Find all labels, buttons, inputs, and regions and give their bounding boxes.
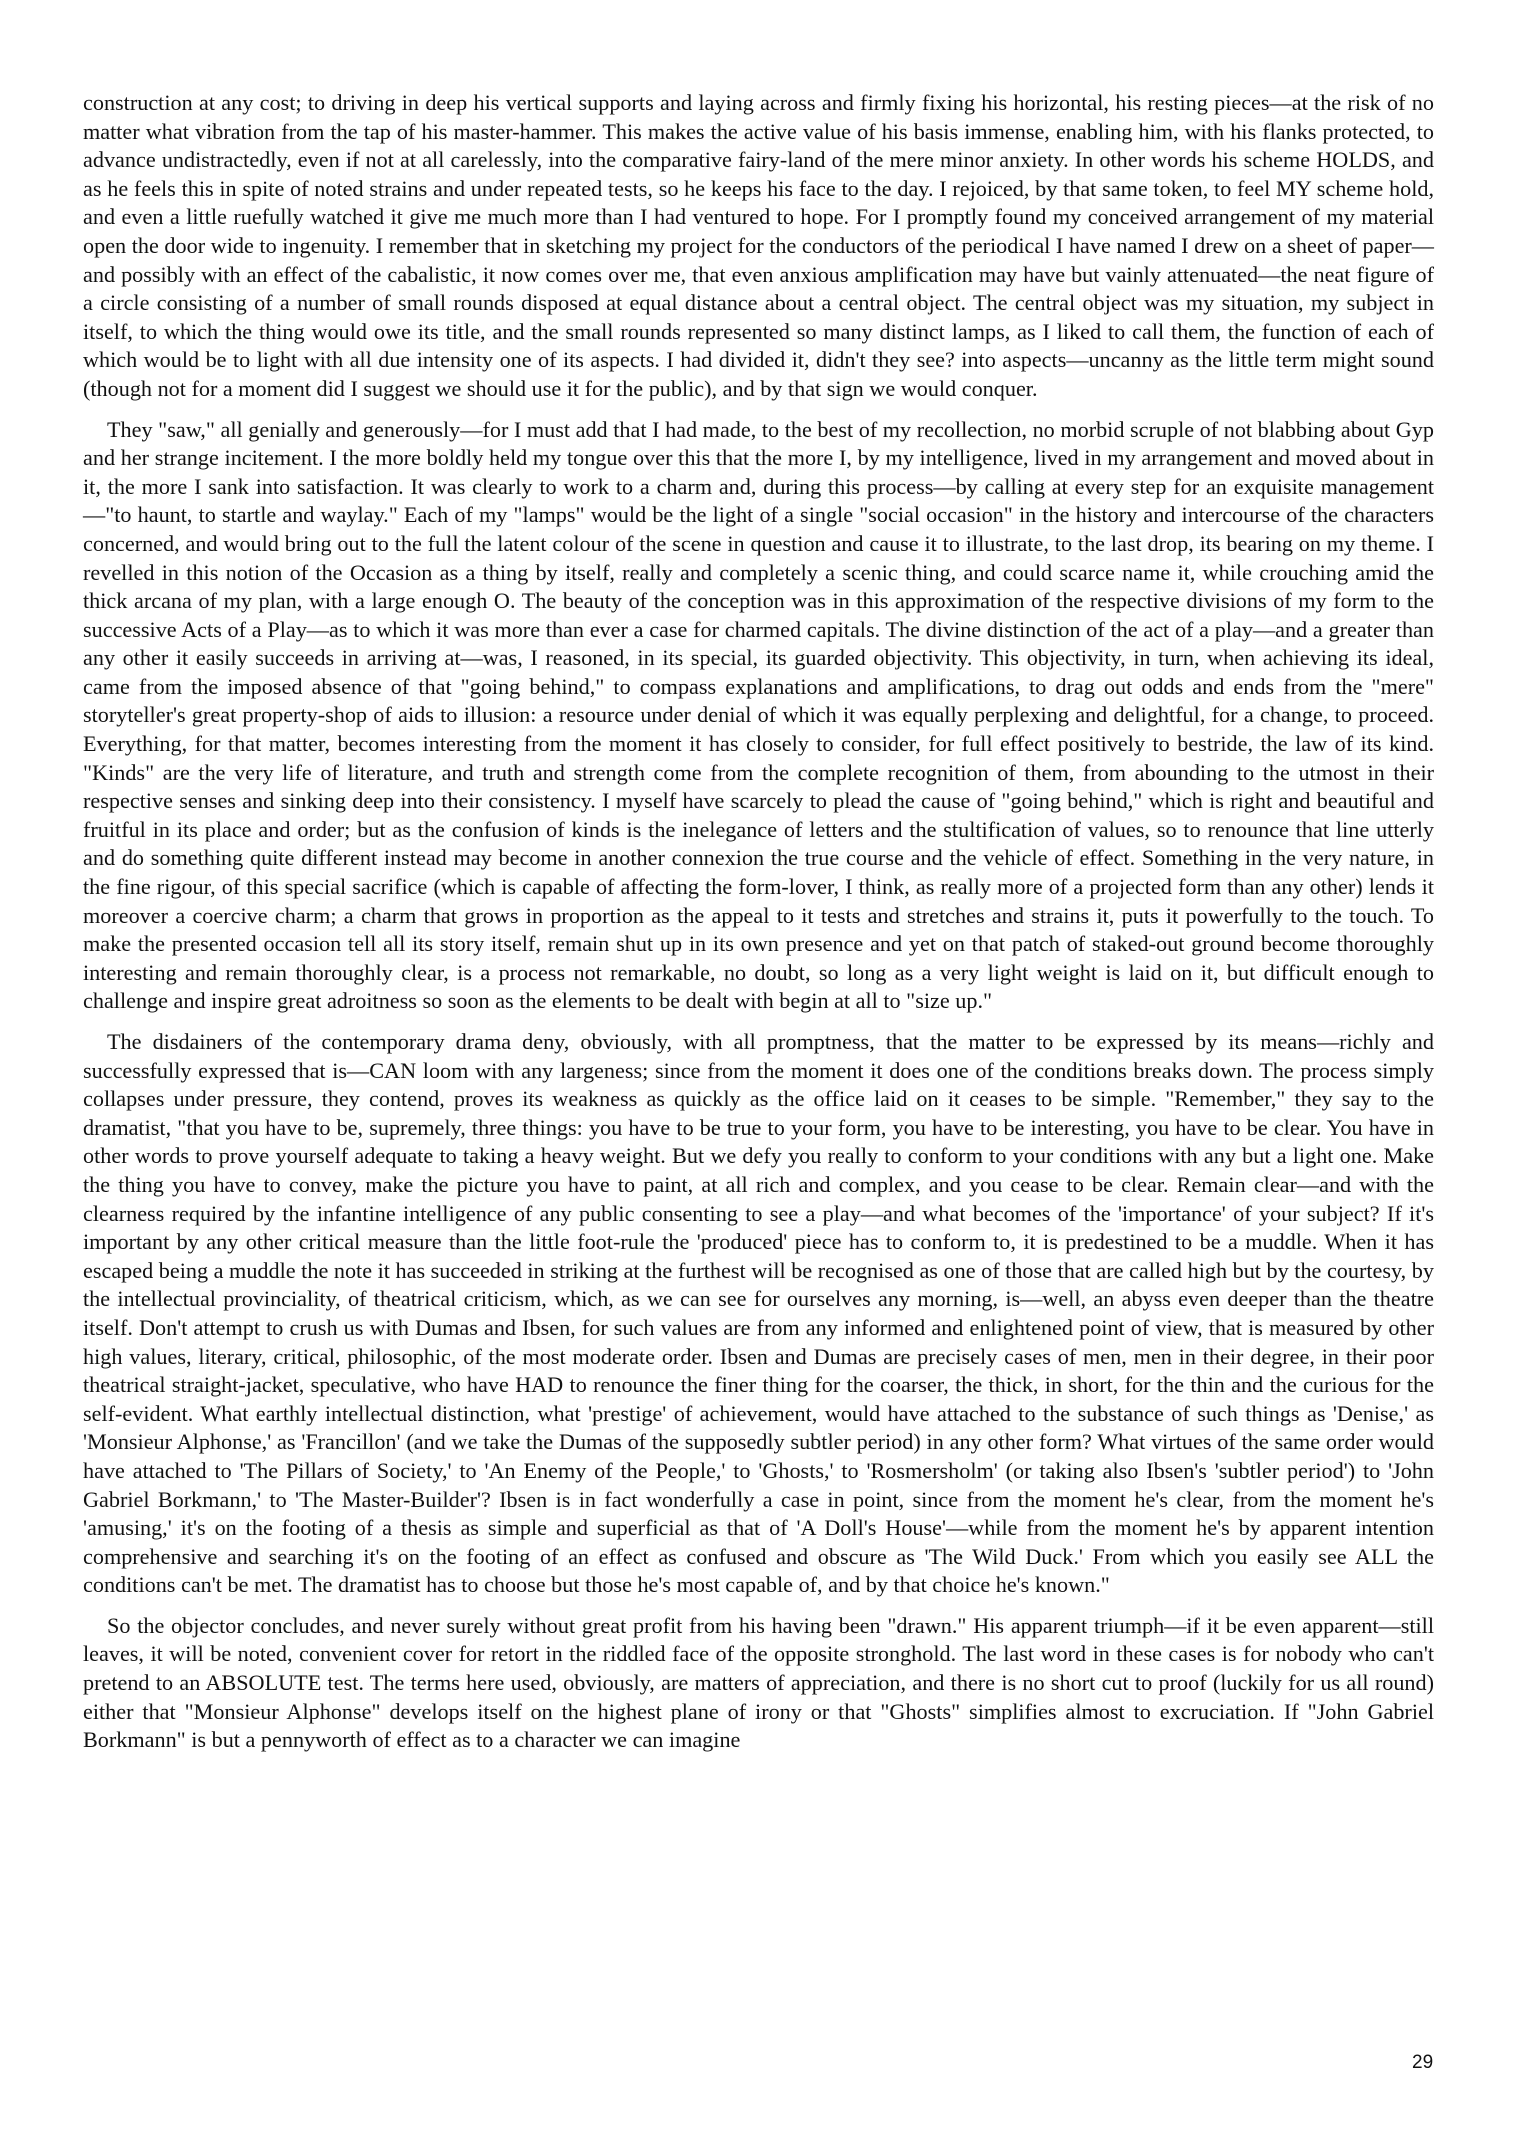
paragraph-4: So the objector concludes, and never surely without great profit from his having been "drawn." His apparent triumph—if it be even apparent—still leaves, it will be noted, convenient cover for retort in the riddled face of the opposite stronghold. The last word in these cases is for nobody who can't pretend to an ABSOLUTE test. The terms here used, obviously, are matters of appreciation, and there is no short cut to proof (luckily for us all round) either that "Monsieur Alphonse" develops itself on the highest plane of irony or that "Ghosts" simplifies almost to excruciation. If "John Gabriel Borkmann" is but a pennyworth of effect as to a character we can imagine <box>83 1612 1434 1753</box>
paragraph-1: construction at any cost; to driving in deep his vertical supports and laying across and firmly fixing his horizontal, his resting pieces—at the risk of no matter what vibration from the tap of his master-hammer. This makes the active value of his basis immense, enabling him, with his flanks protected, to advance undistractedly, even if not at all carelessly, into the comparative fairy-land of the mere minor anxiety. In other words his scheme HOLDS, and as he feels this in spite of noted strains and under repeated tests, so he keeps his face to the day. I rejoiced, by that same token, to feel MY scheme hold, and even a little ruefully watched it give me much more than I had ventured to hope. For I promptly found my conceived arrangement of my material open the door wide to ingenuity. I remember that in sketching my project for the conductors of the periodical I have named I drew on a sheet of paper—and possibly with an effect of the cabalistic, it now comes over me, that even anxious amplification may have but vainly attenuated—the neat figure of a circle consisting of a number of small rounds disposed at equal distance about a central object. The central object was my situation, my subject in itself, to which the thing would owe its title, and the small rounds represented so many distinct lamps, as I liked to call them, the function of each of which would be to light with all due intensity one of its aspects. I had divided it, didn't they see? into aspects—uncanny as the little term might sound (though not for a moment did I suggest we should use it for the public), and by that sign we would conquer. <box>83 90 1434 401</box>
page-number: 29 <box>1412 2052 1434 2073</box>
page-body <box>83 89 1434 1767</box>
paragraph-3: The disdainers of the contemporary drama deny, obviously, with all promptness, that the matter to be expressed by its means—richly and successfully expressed that is—CAN loom with any largeness; since from the moment it does one of the conditions breaks down. The process simply collapses under pressure, they contend, proves its weakness as quickly as the office laid on it ceases to be simple. "Remember," they say to the dramatist, "that you have to be, supremely, three things: you have to be true to your form, you have to be interesting, you have to be clear. You have in other words to prove yourself adequate to taking a heavy weight. But we defy you really to conform to your conditions with any but a light one. Make the thing you have to convey, make the picture you have to paint, at all rich and complex, and you cease to be clear. Remain clear—and with the clearness required by the infantine intelligence of any public consenting to see a play—and what becomes of the 'importance' of your subject? If it's important by any other critical measure than the little foot-rule the 'produced' piece has to conform to, it is predestined to be a muddle. When it has escaped being a muddle the note it has succeeded in striking at the furthest will be recognised as one of those that are called high but by the courtesy, by the intellectual provinciality, of theatrical criticism, which, as we can see for ourselves any morning, is—well, an abyss even deeper than the theatre itself. Don't attempt to crush us with Dumas and Ibsen, for such values are from any informed and enlightened point of view, that is measured by other high values, literary, critical, philosophic, of the most moderate order. Ibsen and Dumas are precisely cases of men, men in their degree, in their poor theatrical straight-jacket, speculative, who have HAD to renounce the finer thing for the coarser, the thick, in short, for the thin and the curious for the self-evident. What earthly intellectual distinction, what 'prestige' of achievement, would have attached to the substance of such things as 'Denise,' as 'Monsieur Alphonse,' as 'Francillon' (and we take the Dumas of the supposedly subtler period) in any other form? What virtues of the same order would have attached to 'The Pillars of Society,' to 'An Enemy of the People,' to 'Ghosts,' to 'Rosmersholm' (or taking also Ibsen's 'subtler period') to 'John Gabriel Borkmann,' to 'The Master-Builder'? Ibsen is in fact wonderfully a case in point, since from the moment he's clear, from the moment he's 'amusing,' it's on the footing of a thesis as simple and superficial as that of 'A Doll's House'—while from the moment he's by apparent intention comprehensive and searching it's on the footing of an effect as confused and obscure as 'The Wild Duck.' From which you easily see ALL the conditions can't be met. The dramatist has to choose but those he's most capable of, and by that choice he's known." <box>83 1029 1434 1598</box>
paragraph-2: They "saw," all genially and generously—for I must add that I had made, to the best of my recollection, no morbid scruple of not blabbing about Gyp and her strange incitement. I the more boldly held my tongue over this that the more I, by my intelligence, lived in my arrangement and moved about in it, the more I sank into satisfaction. It was clearly to work to a charm and, during this process—by calling at every step for an exquisite management—"to haunt, to startle and waylay." Each of my "lamps" would be the light of a single "social occasion" in the history and intercourse of the characters concerned, and would bring out to the full the latent colour of the scene in question and cause it to illustrate, to the last drop, its bearing on my theme. I revelled in this notion of the Occasion as a thing by itself, really and completely a scenic thing, and could scarce name it, while crouching amid the thick arcana of my plan, with a large enough O. The beauty of the conception was in this approximation of the respective divisions of my form to the successive Acts of a Play—as to which it was more than ever a case for charmed capitals. The divine distinction of the act of a play—and a greater than any other it easily succeeds in arriving at—was, I reasoned, in its special, its guarded objectivity. This objectivity, in turn, when achieving its ideal, came from the imposed absence of that "going behind," to compass explanations and amplifications, to drag out odds and ends from the "mere" storyteller's great property-shop of aids to illusion: a resource under denial of which it was equally perplexing and delightful, for a change, to proceed. Everything, for that matter, becomes interesting from the moment it has closely to consider, for full effect positively to bestride, the law of its kind. "Kinds" are the very life of literature, and truth and strength come from the complete recognition of them, from abounding to the utmost in their respective senses and sinking deep into their consistency. I myself have scarcely to plead the cause of "going behind," which is right and beautiful and fruitful in its place and order; but as the confusion of kinds is the inelegance of letters and the stultification of values, so to renounce that line utterly and do something quite different instead may become in another connexion the true course and the vehicle of effect. Something in the very nature, in the fine rigour, of this special sacrifice (which is capable of affecting the form-lover, I think, as really more of a projected form than any other) lends it moreover a coercive charm; a charm that grows in proportion as the appeal to it tests and stretches and strains it, puts it powerfully to the touch. To make the presented occasion tell all its story itself, remain shut up in its own presence and yet on that patch of staked-out ground become thoroughly interesting and remain thoroughly clear, is a process not remarkable, no doubt, so long as a very light weight is laid on it, but difficult enough to challenge and inspire great adroitness so soon as the elements to be dealt with begin at all to "size up." <box>83 416 1434 1014</box>
